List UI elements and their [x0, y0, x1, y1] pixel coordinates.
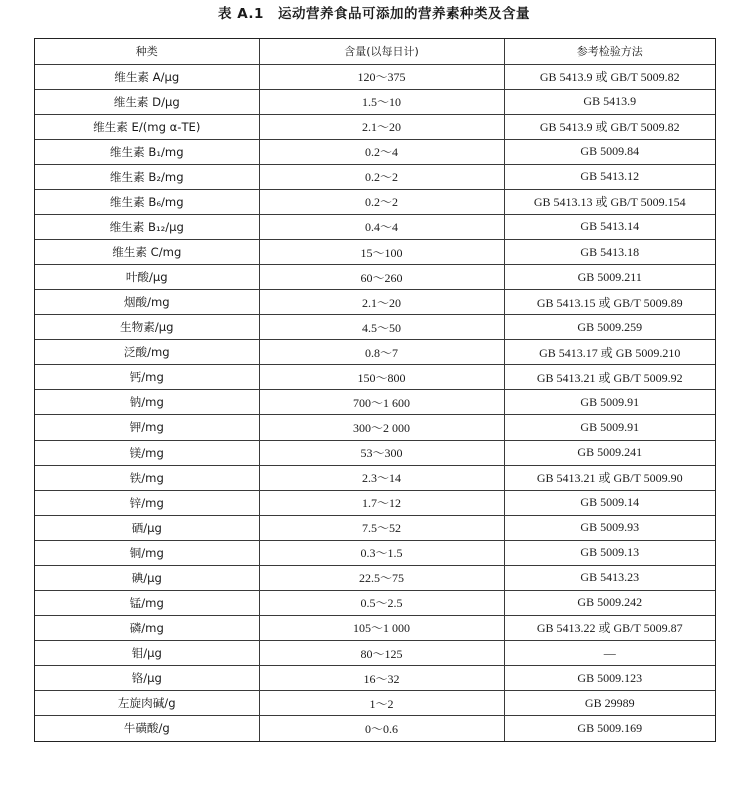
nutrient-name-cell: 维生素 A/μg: [35, 64, 259, 89]
table-row: [35, 290, 715, 315]
nutrient-name-cell: 维生素 E/(mg α-TE): [35, 114, 259, 139]
nutrient-name-cell: 铜/mg: [35, 540, 259, 565]
amount-cell: 7.5～52: [259, 515, 504, 540]
amount-cell: 300～2 000: [259, 415, 504, 440]
method-cell: GB 5009.13: [504, 540, 715, 565]
amount-cell: 2.1～20: [259, 290, 504, 315]
nutrient-table: [35, 39, 715, 741]
nutrient-name-cell: 铬/μg: [35, 666, 259, 691]
nutrient-name-cell: 维生素 D/μg: [35, 89, 259, 114]
amount-cell: 105～1 000: [259, 615, 504, 640]
nutrient-name-cell: 牛磺酸/g: [35, 716, 259, 741]
table-row: [35, 390, 715, 415]
table-row: [35, 716, 715, 741]
amount-cell: 53～300: [259, 440, 504, 465]
nutrient-name-cell: 维生素 B₆/mg: [35, 189, 259, 214]
amount-cell: 1～2: [259, 691, 504, 716]
amount-cell: 16～32: [259, 666, 504, 691]
method-cell: GB 5009.259: [504, 315, 715, 340]
table-row: [35, 440, 715, 465]
method-cell: GB 5413.22 或 GB/T 5009.87: [504, 615, 715, 640]
table-row: [35, 64, 715, 89]
table-row: [35, 89, 715, 114]
nutrient-name-cell: 叶酸/μg: [35, 265, 259, 290]
method-cell: GB 5009.169: [504, 716, 715, 741]
nutrient-name-cell: 锰/mg: [35, 590, 259, 615]
table-row: [35, 565, 715, 590]
amount-cell: 0.2～4: [259, 139, 504, 164]
method-cell: GB 5413.23: [504, 565, 715, 590]
nutrient-name-cell: 维生素 B₁₂/μg: [35, 214, 259, 239]
nutrient-name-cell: 钠/mg: [35, 390, 259, 415]
header-method: 参考检验方法: [504, 39, 715, 64]
nutrient-name-cell: 左旋肉碱/g: [35, 691, 259, 716]
amount-cell: 0～0.6: [259, 716, 504, 741]
header-amount: 含量(以每日计): [259, 39, 504, 64]
table-row: [35, 540, 715, 565]
table-row: [35, 340, 715, 365]
method-cell: GB 5413.13 或 GB/T 5009.154: [504, 189, 715, 214]
table-row: [35, 114, 715, 139]
method-cell: GB 5009.241: [504, 440, 715, 465]
table-row: [35, 315, 715, 340]
table-row: [35, 691, 715, 716]
method-cell: GB 5009.93: [504, 515, 715, 540]
nutrient-name-cell: 钙/mg: [35, 365, 259, 390]
table-row: [35, 490, 715, 515]
method-cell: GB 5413.9 或 GB/T 5009.82: [504, 114, 715, 139]
method-cell: GB 5009.84: [504, 139, 715, 164]
amount-cell: 0.2～2: [259, 164, 504, 189]
method-cell: GB 5009.91: [504, 390, 715, 415]
method-cell: GB 5009.91: [504, 415, 715, 440]
table-row: [35, 164, 715, 189]
amount-cell: 60～260: [259, 265, 504, 290]
nutrient-name-cell: 维生素 C/mg: [35, 240, 259, 265]
table-title: 表 A.1 运动营养食品可添加的营养素种类及含量: [218, 6, 530, 22]
method-cell: GB 29989: [504, 691, 715, 716]
method-cell: GB 5413.18: [504, 240, 715, 265]
table-row: [35, 590, 715, 615]
amount-cell: 120～375: [259, 64, 504, 89]
method-cell: GB 5009.242: [504, 590, 715, 615]
table-row: [35, 465, 715, 490]
table-row: [35, 641, 715, 666]
method-cell: GB 5413.21 或 GB/T 5009.92: [504, 365, 715, 390]
amount-cell: 0.5～2.5: [259, 590, 504, 615]
amount-cell: 2.3～14: [259, 465, 504, 490]
header-type: 种类: [35, 39, 259, 64]
nutrient-name-cell: 硒/μg: [35, 515, 259, 540]
nutrient-name-cell: 锌/mg: [35, 490, 259, 515]
table-row: [35, 415, 715, 440]
nutrient-name-cell: 磷/mg: [35, 615, 259, 640]
table-row: [35, 139, 715, 164]
nutrient-name-cell: 维生素 B₁/mg: [35, 139, 259, 164]
method-cell: GB 5413.12: [504, 164, 715, 189]
amount-cell: 0.3～1.5: [259, 540, 504, 565]
amount-cell: 150～800: [259, 365, 504, 390]
nutrient-name-cell: 碘/μg: [35, 565, 259, 590]
nutrient-name-cell: 烟酸/mg: [35, 290, 259, 315]
method-cell: GB 5009.14: [504, 490, 715, 515]
method-cell: GB 5413.17 或 GB 5009.210: [504, 340, 715, 365]
method-cell: —: [504, 641, 715, 666]
amount-cell: 700～1 600: [259, 390, 504, 415]
amount-cell: 2.1～20: [259, 114, 504, 139]
table-row: [35, 365, 715, 390]
table-row: [35, 615, 715, 640]
nutrient-name-cell: 维生素 B₂/mg: [35, 164, 259, 189]
nutrient-name-cell: 生物素/μg: [35, 315, 259, 340]
amount-cell: 1.7～12: [259, 490, 504, 515]
nutrient-name-cell: 镁/mg: [35, 440, 259, 465]
amount-cell: 80～125: [259, 641, 504, 666]
amount-cell: 1.5～10: [259, 89, 504, 114]
table-body: [35, 64, 715, 741]
amount-cell: 4.5～50: [259, 315, 504, 340]
method-cell: GB 5009.123: [504, 666, 715, 691]
amount-cell: 22.5～75: [259, 565, 504, 590]
table-row: [35, 240, 715, 265]
table-row: [35, 515, 715, 540]
table-row: [35, 666, 715, 691]
amount-cell: 0.8～7: [259, 340, 504, 365]
method-cell: GB 5413.15 或 GB/T 5009.89: [504, 290, 715, 315]
method-cell: GB 5413.14: [504, 214, 715, 239]
table-row: [35, 214, 715, 239]
amount-cell: 0.4～4: [259, 214, 504, 239]
nutrient-name-cell: 铁/mg: [35, 465, 259, 490]
nutrient-name-cell: 泛酸/mg: [35, 340, 259, 365]
method-cell: GB 5413.9: [504, 89, 715, 114]
table-header-row: [35, 39, 715, 64]
nutrient-table-container: [34, 38, 716, 742]
table-row: [35, 265, 715, 290]
amount-cell: 15～100: [259, 240, 504, 265]
method-cell: GB 5009.211: [504, 265, 715, 290]
amount-cell: 0.2～2: [259, 189, 504, 214]
method-cell: GB 5413.21 或 GB/T 5009.90: [504, 465, 715, 490]
nutrient-name-cell: 钼/μg: [35, 641, 259, 666]
method-cell: GB 5413.9 或 GB/T 5009.82: [504, 64, 715, 89]
table-row: [35, 189, 715, 214]
nutrient-name-cell: 钾/mg: [35, 415, 259, 440]
